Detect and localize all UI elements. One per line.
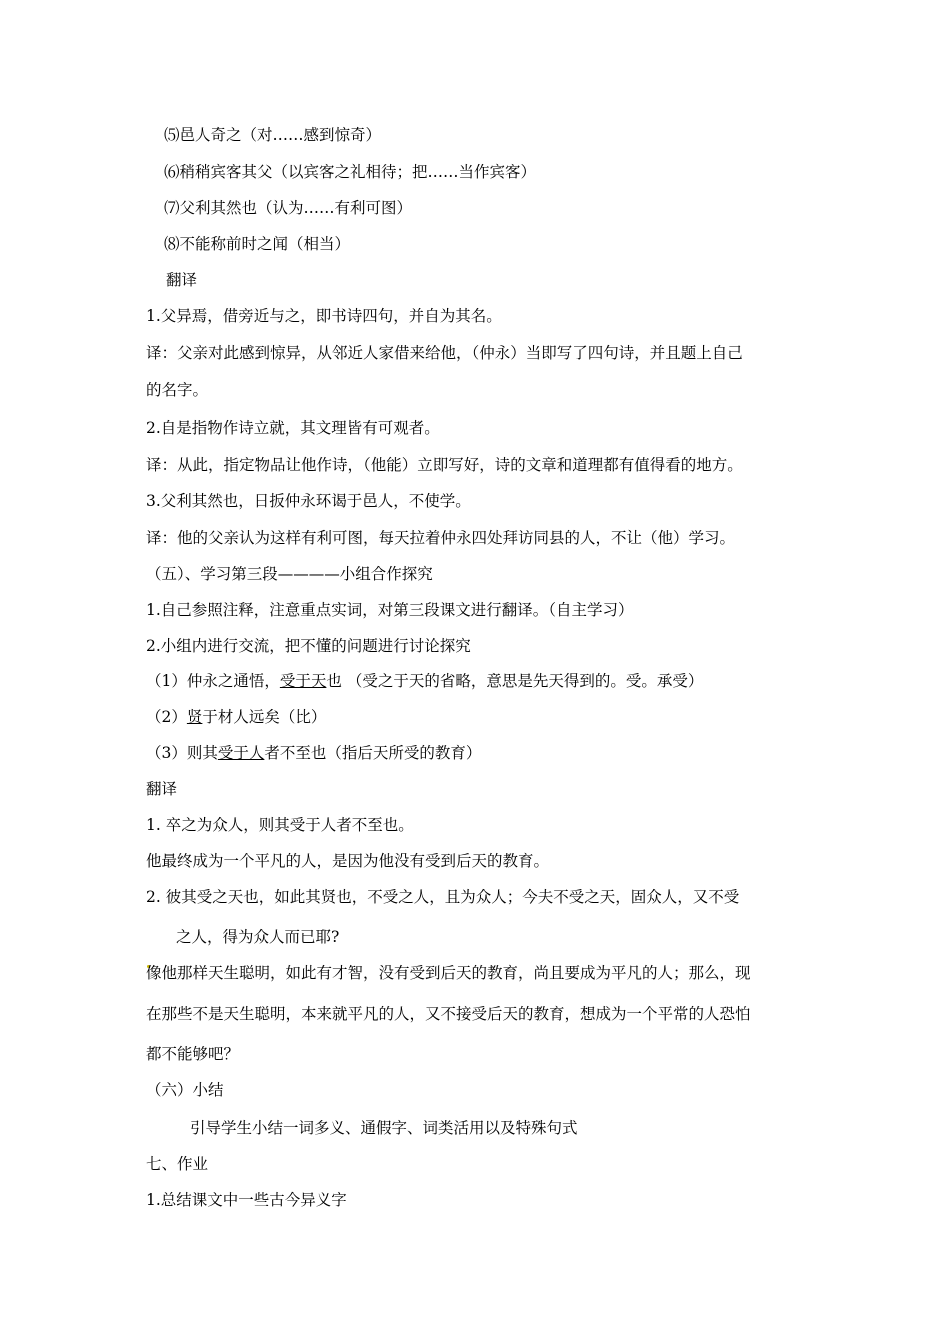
section-heading-5: （五）、学习第三段————小组合作探究	[146, 565, 433, 583]
translation-1-line-2: 的名字。	[146, 381, 209, 399]
example-2-underlined: 贤	[186, 708, 203, 726]
translation-source-1: 1.父异焉，借旁近与之，即书诗四句，并自为其名。	[146, 307, 502, 325]
note-6: ⑹稍稍宾客其父（以宾客之礼相待；把……当作宾客）	[164, 163, 537, 181]
note-5: ⑸邑人奇之（对……感到惊奇）	[164, 126, 382, 144]
example-1-post: 也 （受之于天的省略，意思是先天得到的。受。承受）	[326, 672, 704, 690]
example-3	[146, 743, 481, 763]
example-1-underlined: 受于天	[279, 672, 327, 690]
section-heading-7: 七、作业	[146, 1155, 209, 1173]
note-7: ⑺父利其然也（认为……有利可图）	[164, 199, 413, 217]
translation-source-2: 2.自是指物作诗立就，其文理皆有可观者。	[146, 419, 440, 437]
translation-2: 译：从此，指定物品让他作诗，（他能）立即写好，诗的文章和道理都有值得看的地方。	[146, 456, 743, 474]
example-2	[146, 707, 326, 727]
example-2-pre: （2）	[146, 708, 187, 726]
homework-1: 1.总结课文中一些古今异义字	[146, 1191, 347, 1209]
translation-source-3: 3.父利其然也，日扳仲永环谒于邑人，不使学。	[146, 492, 471, 510]
example-1	[146, 671, 703, 691]
task-1: 1.自己参照注释，注意重点实词，对第三段课文进行翻译。（自主学习）	[146, 601, 634, 619]
section-heading-6: （六）小结	[146, 1081, 224, 1099]
translation-1-line-1: 译：父亲对此感到惊异，从邻近人家借来给他，（仲永）当即写了四句诗，并且题上自己	[146, 344, 743, 362]
translation-source-5-line-2: 之人，得为众人而已耶?	[176, 928, 340, 946]
example-3-underlined: 受于人	[217, 744, 265, 762]
translation-source-5-line-1: 2. 彼其受之天也，如此其贤也，不受之人，且为众人；今夫不受之天，固众人，又不受	[146, 888, 740, 906]
example-2-post: 于材人远矣（比）	[202, 708, 327, 726]
example-3-post: 者不至也（指后天所受的教育）	[264, 744, 482, 762]
translation-5-line-2: 在那些不是天生聪明，本来就平凡的人，又不接受后天的教育，想成为一个平常的人恐怕	[146, 1005, 751, 1023]
example-1-pre: （1）仲永之通悟，	[146, 672, 280, 690]
translation-source-4: 1. 卒之为众人，则其受于人者不至也。	[146, 816, 414, 834]
task-2: 2.小组内进行交流，把不懂的问题进行讨论探究	[146, 637, 471, 655]
summary-text: 引导学生小结一词多义、通假字、词类活用以及特殊句式	[190, 1119, 578, 1137]
translation-5-line-3: 都不能够吧？	[146, 1045, 240, 1063]
section-heading-translation-2: 翻译	[146, 780, 178, 798]
section-heading-translation: 翻译	[166, 271, 198, 289]
translation-3: 译：他的父亲认为这样有利可图，每天拉着仲永四处拜访同县的人，不让（他）学习。	[146, 529, 736, 547]
example-3-pre: （3）则其	[146, 744, 218, 762]
translation-5-line-1: 像他那样天生聪明，如此有才智，没有受到后天的教育，尚且要成为平凡的人；那么，现	[146, 964, 751, 982]
note-8: ⑻不能称前时之闻（相当）	[164, 235, 351, 253]
translation-4: 他最终成为一个平凡的人，是因为他没有受到后天的教育。	[146, 852, 550, 870]
